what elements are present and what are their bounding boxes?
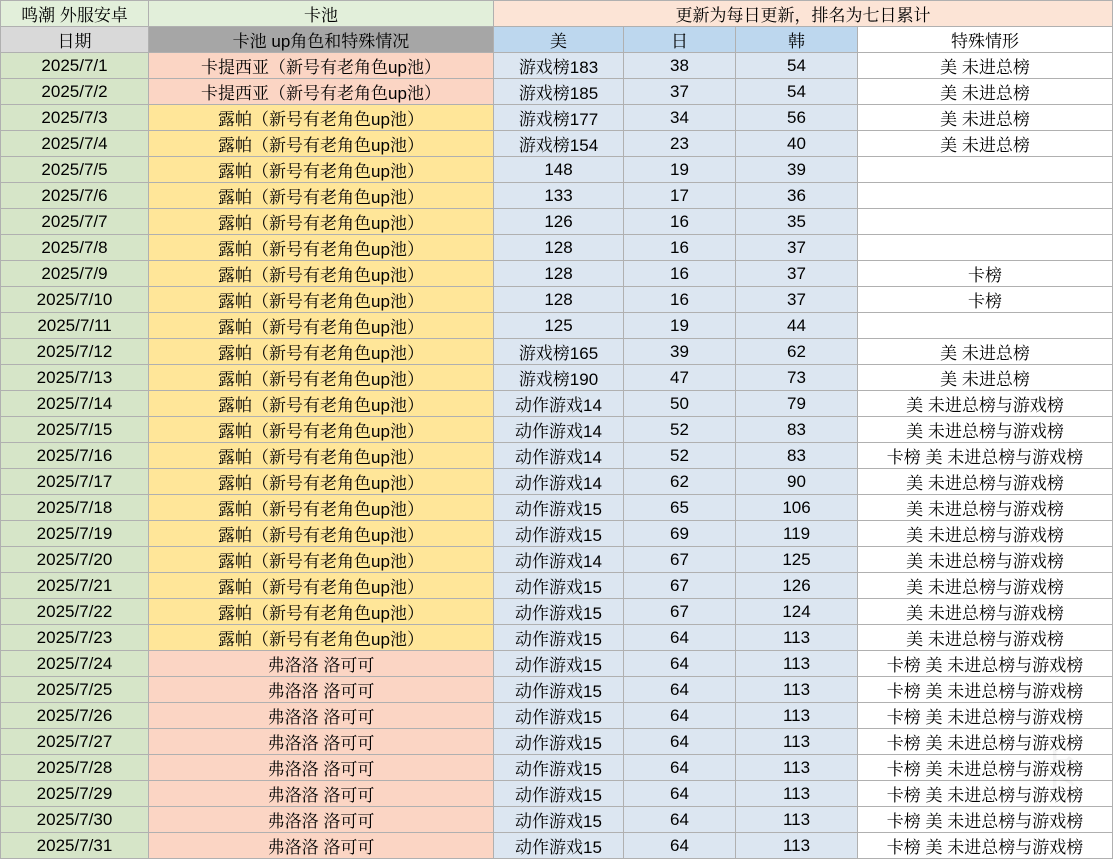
cell-date: 2025/7/1 xyxy=(1,53,149,79)
cell-jp: 38 xyxy=(624,53,736,79)
cell-us: 动作游戏15 xyxy=(494,781,624,807)
cell-us: 动作游戏15 xyxy=(494,729,624,755)
cell-us: 动作游戏15 xyxy=(494,755,624,781)
cell-pool: 露帕（新号有老角色up池） xyxy=(149,287,494,313)
cell-jp: 16 xyxy=(624,235,736,261)
cell-kr: 73 xyxy=(736,365,858,391)
cell-note: 美 未进总榜 xyxy=(858,131,1113,157)
cell-pool: 露帕（新号有老角色up池） xyxy=(149,313,494,339)
table-row xyxy=(1,703,1113,729)
cell-date: 2025/7/13 xyxy=(1,365,149,391)
cell-date: 2025/7/8 xyxy=(1,235,149,261)
cell-us: 游戏榜154 xyxy=(494,131,624,157)
table-row xyxy=(1,157,1113,183)
cell-jp: 19 xyxy=(624,157,736,183)
cell-kr: 37 xyxy=(736,235,858,261)
cell-jp: 64 xyxy=(624,651,736,677)
cell-note xyxy=(858,209,1113,235)
table-row xyxy=(1,365,1113,391)
table-row xyxy=(1,833,1113,859)
cell-date: 2025/7/14 xyxy=(1,391,149,417)
cell-kr: 54 xyxy=(736,79,858,105)
cell-jp: 64 xyxy=(624,729,736,755)
cell-note: 卡榜 xyxy=(858,261,1113,287)
table-row xyxy=(1,131,1113,157)
cell-jp: 17 xyxy=(624,183,736,209)
cell-pool: 露帕（新号有老角色up池） xyxy=(149,625,494,651)
cell-pool: 露帕（新号有老角色up池） xyxy=(149,209,494,235)
cell-note: 卡榜 美 未进总榜与游戏榜 xyxy=(858,755,1113,781)
cell-pool: 露帕（新号有老角色up池） xyxy=(149,599,494,625)
cell-kr: 113 xyxy=(736,651,858,677)
cell-pool: 露帕（新号有老角色up池） xyxy=(149,261,494,287)
cell-kr: 113 xyxy=(736,703,858,729)
table-row xyxy=(1,287,1113,313)
cell-pool: 弗洛洛 洛可可 xyxy=(149,729,494,755)
cell-jp: 67 xyxy=(624,547,736,573)
cell-kr: 113 xyxy=(736,807,858,833)
cell-pool: 弗洛洛 洛可可 xyxy=(149,833,494,859)
table-row xyxy=(1,677,1113,703)
cell-date: 2025/7/16 xyxy=(1,443,149,469)
cell-jp: 64 xyxy=(624,625,736,651)
cell-kr: 106 xyxy=(736,495,858,521)
cell-jp: 16 xyxy=(624,209,736,235)
cell-pool: 弗洛洛 洛可可 xyxy=(149,703,494,729)
cell-date: 2025/7/30 xyxy=(1,807,149,833)
cell-us: 动作游戏15 xyxy=(494,833,624,859)
cell-pool: 弗洛洛 洛可可 xyxy=(149,651,494,677)
cell-note: 卡榜 美 未进总榜与游戏榜 xyxy=(858,729,1113,755)
cell-jp: 67 xyxy=(624,599,736,625)
cell-jp: 52 xyxy=(624,417,736,443)
cell-us: 动作游戏15 xyxy=(494,495,624,521)
cell-kr: 119 xyxy=(736,521,858,547)
cell-us: 126 xyxy=(494,209,624,235)
cell-note: 美 未进总榜与游戏榜 xyxy=(858,417,1113,443)
cell-pool: 露帕（新号有老角色up池） xyxy=(149,443,494,469)
cell-jp: 16 xyxy=(624,287,736,313)
cell-us: 动作游戏15 xyxy=(494,521,624,547)
cell-us: 125 xyxy=(494,313,624,339)
cell-us: 动作游戏15 xyxy=(494,651,624,677)
cell-us: 148 xyxy=(494,157,624,183)
cell-kr: 90 xyxy=(736,469,858,495)
cell-kr: 40 xyxy=(736,131,858,157)
cell-note: 美 未进总榜与游戏榜 xyxy=(858,469,1113,495)
cell-kr: 79 xyxy=(736,391,858,417)
cell-kr: 83 xyxy=(736,443,858,469)
cell-date: 2025/7/20 xyxy=(1,547,149,573)
table-row xyxy=(1,313,1113,339)
cell-us: 动作游戏15 xyxy=(494,573,624,599)
cell-date: 2025/7/10 xyxy=(1,287,149,313)
cell-jp: 37 xyxy=(624,79,736,105)
cell-pool: 露帕（新号有老角色up池） xyxy=(149,417,494,443)
sheet-title: 鸣潮 外服安卓 xyxy=(1,1,149,27)
table-row xyxy=(1,183,1113,209)
cell-note: 美 未进总榜与游戏榜 xyxy=(858,521,1113,547)
cell-kr: 35 xyxy=(736,209,858,235)
cell-jp: 23 xyxy=(624,131,736,157)
cell-date: 2025/7/24 xyxy=(1,651,149,677)
cell-note xyxy=(858,313,1113,339)
table-row xyxy=(1,209,1113,235)
cell-us: 动作游戏14 xyxy=(494,547,624,573)
cell-date: 2025/7/26 xyxy=(1,703,149,729)
cell-note: 卡榜 美 未进总榜与游戏榜 xyxy=(858,677,1113,703)
cell-date: 2025/7/11 xyxy=(1,313,149,339)
header-kr: 韩 xyxy=(736,27,858,53)
cell-date: 2025/7/12 xyxy=(1,339,149,365)
cell-note: 美 未进总榜 xyxy=(858,79,1113,105)
cell-note: 美 未进总榜与游戏榜 xyxy=(858,573,1113,599)
cell-date: 2025/7/15 xyxy=(1,417,149,443)
cell-pool: 露帕（新号有老角色up池） xyxy=(149,469,494,495)
header-row xyxy=(1,27,1113,53)
cell-date: 2025/7/22 xyxy=(1,599,149,625)
table-row xyxy=(1,443,1113,469)
cell-date: 2025/7/9 xyxy=(1,261,149,287)
table-row xyxy=(1,417,1113,443)
table-row xyxy=(1,79,1113,105)
cell-date: 2025/7/4 xyxy=(1,131,149,157)
cell-jp: 64 xyxy=(624,755,736,781)
cell-note: 美 未进总榜与游戏榜 xyxy=(858,495,1113,521)
update-note: 更新为每日更新，排名为七日累计 xyxy=(494,1,1113,27)
table-row xyxy=(1,807,1113,833)
cell-date: 2025/7/17 xyxy=(1,469,149,495)
cell-date: 2025/7/18 xyxy=(1,495,149,521)
header-jp: 日 xyxy=(624,27,736,53)
table-row xyxy=(1,651,1113,677)
cell-note: 卡榜 美 未进总榜与游戏榜 xyxy=(858,781,1113,807)
cell-pool: 卡提西亚（新号有老角色up池） xyxy=(149,79,494,105)
cell-note: 美 未进总榜 xyxy=(858,53,1113,79)
cell-note: 美 未进总榜 xyxy=(858,339,1113,365)
cell-kr: 125 xyxy=(736,547,858,573)
cell-note xyxy=(858,183,1113,209)
cell-note: 美 未进总榜与游戏榜 xyxy=(858,547,1113,573)
cell-pool: 露帕（新号有老角色up池） xyxy=(149,573,494,599)
cell-jp: 50 xyxy=(624,391,736,417)
cell-note: 卡榜 美 未进总榜与游戏榜 xyxy=(858,807,1113,833)
cell-jp: 64 xyxy=(624,677,736,703)
table-row xyxy=(1,625,1113,651)
cell-jp: 64 xyxy=(624,807,736,833)
cell-note: 美 未进总榜 xyxy=(858,105,1113,131)
cell-note: 美 未进总榜与游戏榜 xyxy=(858,625,1113,651)
cell-kr: 113 xyxy=(736,833,858,859)
cell-jp: 39 xyxy=(624,339,736,365)
cell-kr: 62 xyxy=(736,339,858,365)
cell-kr: 83 xyxy=(736,417,858,443)
cell-note: 卡榜 美 未进总榜与游戏榜 xyxy=(858,703,1113,729)
cell-pool: 弗洛洛 洛可可 xyxy=(149,781,494,807)
table-row xyxy=(1,391,1113,417)
cell-us: 动作游戏15 xyxy=(494,599,624,625)
cell-kr: 54 xyxy=(736,53,858,79)
cell-jp: 64 xyxy=(624,833,736,859)
cell-us: 128 xyxy=(494,235,624,261)
title-row xyxy=(1,1,1113,27)
cell-kr: 44 xyxy=(736,313,858,339)
cell-date: 2025/7/3 xyxy=(1,105,149,131)
cell-us: 133 xyxy=(494,183,624,209)
cell-us: 游戏榜190 xyxy=(494,365,624,391)
cell-date: 2025/7/21 xyxy=(1,573,149,599)
cell-note xyxy=(858,157,1113,183)
cell-us: 动作游戏15 xyxy=(494,807,624,833)
table-row xyxy=(1,53,1113,79)
cell-date: 2025/7/19 xyxy=(1,521,149,547)
cell-kr: 39 xyxy=(736,157,858,183)
cell-note: 卡榜 美 未进总榜与游戏榜 xyxy=(858,443,1113,469)
cell-kr: 124 xyxy=(736,599,858,625)
cell-date: 2025/7/29 xyxy=(1,781,149,807)
cell-date: 2025/7/2 xyxy=(1,79,149,105)
cell-date: 2025/7/5 xyxy=(1,157,149,183)
cell-us: 动作游戏14 xyxy=(494,417,624,443)
cell-pool: 露帕（新号有老角色up池） xyxy=(149,521,494,547)
cell-pool: 露帕（新号有老角色up池） xyxy=(149,105,494,131)
cell-date: 2025/7/27 xyxy=(1,729,149,755)
cell-pool: 弗洛洛 洛可可 xyxy=(149,677,494,703)
cell-us: 游戏榜183 xyxy=(494,53,624,79)
table-row xyxy=(1,547,1113,573)
cell-pool: 卡提西亚（新号有老角色up池） xyxy=(149,53,494,79)
pool-title: 卡池 xyxy=(149,1,494,27)
cell-pool: 弗洛洛 洛可可 xyxy=(149,807,494,833)
cell-pool: 弗洛洛 洛可可 xyxy=(149,755,494,781)
table-row xyxy=(1,573,1113,599)
cell-jp: 16 xyxy=(624,261,736,287)
table-row xyxy=(1,235,1113,261)
table-row xyxy=(1,495,1113,521)
cell-note: 卡榜 美 未进总榜与游戏榜 xyxy=(858,651,1113,677)
table-row xyxy=(1,105,1113,131)
cell-jp: 64 xyxy=(624,781,736,807)
table-row xyxy=(1,781,1113,807)
cell-kr: 113 xyxy=(736,755,858,781)
cell-note: 美 未进总榜与游戏榜 xyxy=(858,391,1113,417)
cell-date: 2025/7/23 xyxy=(1,625,149,651)
table-row xyxy=(1,755,1113,781)
cell-us: 动作游戏14 xyxy=(494,443,624,469)
cell-jp: 19 xyxy=(624,313,736,339)
cell-kr: 113 xyxy=(736,677,858,703)
table-row xyxy=(1,729,1113,755)
cell-note: 美 未进总榜与游戏榜 xyxy=(858,599,1113,625)
cell-kr: 36 xyxy=(736,183,858,209)
cell-us: 动作游戏14 xyxy=(494,469,624,495)
cell-date: 2025/7/25 xyxy=(1,677,149,703)
cell-pool: 露帕（新号有老角色up池） xyxy=(149,365,494,391)
cell-jp: 62 xyxy=(624,469,736,495)
cell-jp: 47 xyxy=(624,365,736,391)
cell-date: 2025/7/28 xyxy=(1,755,149,781)
cell-kr: 113 xyxy=(736,625,858,651)
cell-date: 2025/7/31 xyxy=(1,833,149,859)
table-row xyxy=(1,469,1113,495)
cell-pool: 露帕（新号有老角色up池） xyxy=(149,339,494,365)
cell-kr: 37 xyxy=(736,261,858,287)
cell-us: 动作游戏15 xyxy=(494,677,624,703)
cell-us: 游戏榜177 xyxy=(494,105,624,131)
cell-us: 游戏榜185 xyxy=(494,79,624,105)
cell-note: 美 未进总榜 xyxy=(858,365,1113,391)
cell-jp: 65 xyxy=(624,495,736,521)
cell-pool: 露帕（新号有老角色up池） xyxy=(149,495,494,521)
cell-jp: 52 xyxy=(624,443,736,469)
cell-us: 128 xyxy=(494,287,624,313)
cell-jp: 69 xyxy=(624,521,736,547)
cell-kr: 37 xyxy=(736,287,858,313)
cell-pool: 露帕（新号有老角色up池） xyxy=(149,235,494,261)
cell-kr: 56 xyxy=(736,105,858,131)
cell-pool: 露帕（新号有老角色up池） xyxy=(149,131,494,157)
table-row xyxy=(1,261,1113,287)
cell-jp: 64 xyxy=(624,703,736,729)
header-note: 特殊情形 xyxy=(858,27,1113,53)
cell-jp: 34 xyxy=(624,105,736,131)
cell-us: 动作游戏15 xyxy=(494,625,624,651)
cell-pool: 露帕（新号有老角色up池） xyxy=(149,391,494,417)
header-date: 日期 xyxy=(1,27,149,53)
table-row xyxy=(1,599,1113,625)
cell-kr: 113 xyxy=(736,729,858,755)
cell-jp: 67 xyxy=(624,573,736,599)
cell-us: 128 xyxy=(494,261,624,287)
cell-pool: 露帕（新号有老角色up池） xyxy=(149,157,494,183)
cell-us: 游戏榜165 xyxy=(494,339,624,365)
cell-us: 动作游戏15 xyxy=(494,703,624,729)
cell-kr: 126 xyxy=(736,573,858,599)
cell-pool: 露帕（新号有老角色up池） xyxy=(149,183,494,209)
header-pool: 卡池 up角色和特殊情况 xyxy=(149,27,494,53)
table-row xyxy=(1,339,1113,365)
cell-date: 2025/7/7 xyxy=(1,209,149,235)
cell-note xyxy=(858,235,1113,261)
cell-us: 动作游戏14 xyxy=(494,391,624,417)
cell-date: 2025/7/6 xyxy=(1,183,149,209)
cell-pool: 露帕（新号有老角色up池） xyxy=(149,547,494,573)
cell-note: 卡榜 xyxy=(858,287,1113,313)
cell-kr: 113 xyxy=(736,781,858,807)
table-row xyxy=(1,521,1113,547)
cell-note: 卡榜 美 未进总榜与游戏榜 xyxy=(858,833,1113,859)
header-us: 美 xyxy=(494,27,624,53)
